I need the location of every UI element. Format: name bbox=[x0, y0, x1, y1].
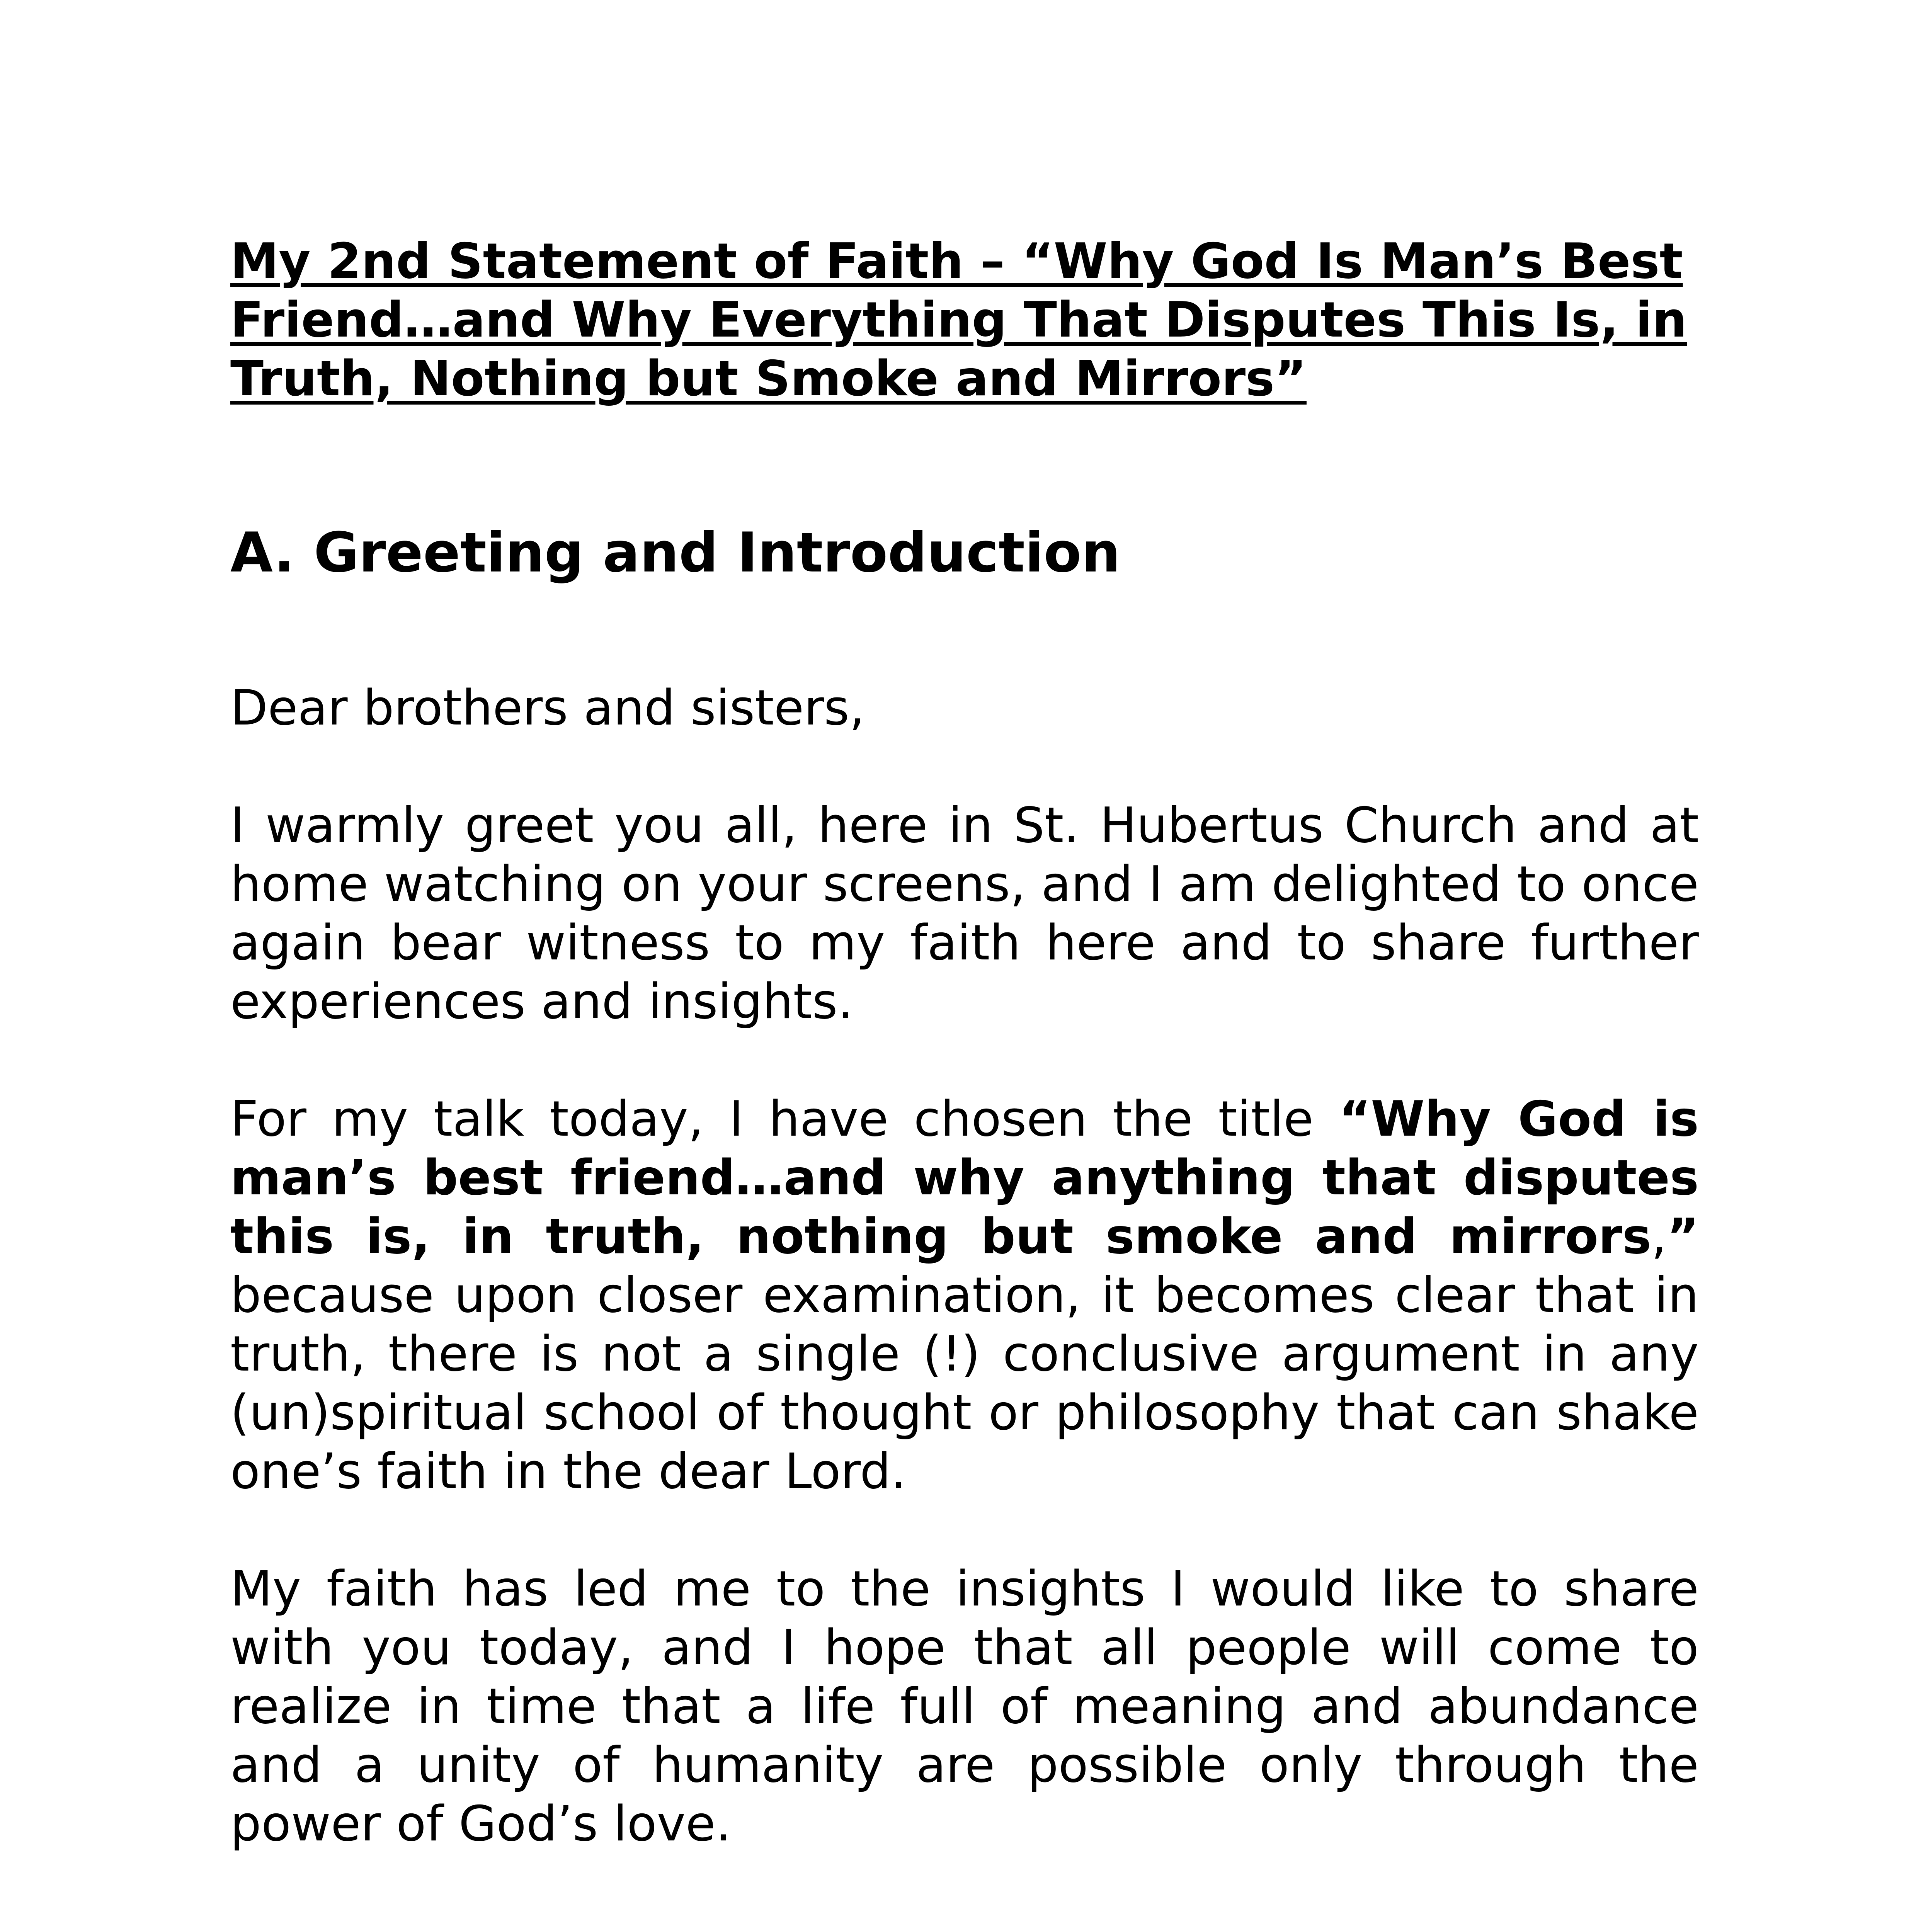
paragraph-greeting: I warmly greet you all, here in St. Hubertus Church and at home watching on your screens, and I am delighted to once again bear witness to my faith here and to share further experiences and insights. bbox=[230, 797, 1699, 1030]
salutation: Dear brothers and sisters, bbox=[230, 679, 865, 736]
page-content bbox=[230, 232, 1699, 1932]
paragraph-text: For my talk today, I have chosen the title bbox=[230, 1090, 1339, 1147]
paragraph-insights: My faith has led me to the insights I would like to share with you today, and I hope that all people will come to realize in time that a life full of meaning and abundance and a unity of humanity are possible only through the power of God’s love. bbox=[230, 1560, 1699, 1852]
section-heading-greeting: A. Greeting and Introduction bbox=[230, 521, 1121, 585]
paragraph-text: because upon closer examination, it becomes clear that in truth, there is not a single (!) conclusive argument in any (un)spiritual school of thought or philosophy that can shake one’s faith in the dear Lord. bbox=[230, 1267, 1699, 1500]
closing-quote: ” bbox=[1667, 1208, 1699, 1265]
paragraph-title-choice bbox=[230, 1090, 1699, 1501]
document-title: My 2nd Statement of Faith – “Why God Is Man’s Best Friend…and Why Everything That Disputes This Is, in Truth, Nothing but Smoke and Mirrors” bbox=[230, 233, 1687, 407]
talk-title-bold: “Why God is man’s best friend…and why anything that disputes this is, in truth, nothing but smoke and mirrors bbox=[230, 1090, 1699, 1265]
paragraph-text: , bbox=[1651, 1208, 1667, 1265]
